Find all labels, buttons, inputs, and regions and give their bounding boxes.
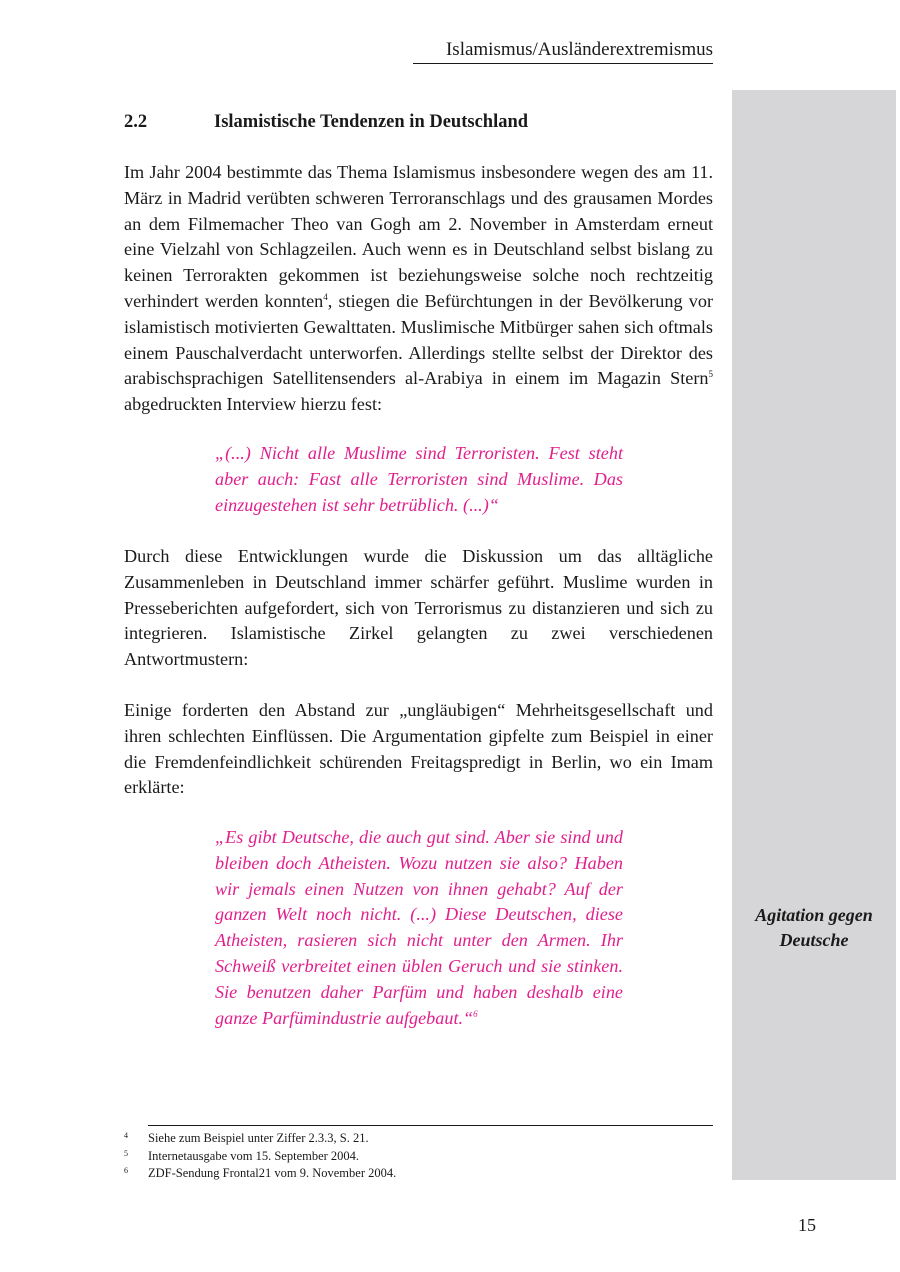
- page-number: 15: [798, 1215, 816, 1235]
- footnote-ref-5: 5: [708, 369, 713, 380]
- footnote-number: 6: [124, 1166, 128, 1175]
- paragraph-1: [124, 160, 713, 418]
- footnotes: [124, 1130, 713, 1183]
- paragraph-2: Durch diese Entwicklungen wurde die Diskussion um das alltägliche Zusammenleben in Deutschland immer schärfer geführt. Muslime wurden in Presseberichten aufgefordert, sich von Terrorismus zu distanzieren und sich zu integrieren. Islamistische Zirkel gelangten zu zwei verschiedenen Antwortmustern:: [124, 546, 713, 670]
- footnote-ref-6: 6: [473, 1008, 478, 1019]
- quote-1: „(...) Nicht alle Muslime sind Terroristen. Fest steht aber auch: Fast alle Terroristen sind Muslime. Das einzugestehen ist sehr betrüblich. (...)“: [215, 443, 623, 515]
- quote-2: [215, 825, 623, 1031]
- footnote-ref-4: 4: [323, 291, 328, 302]
- footnote-item: [124, 1165, 713, 1183]
- paragraph-3: Einige forderten den Abstand zur „ungläubigen“ Mehrheitsgesellschaft und ihren schlechten Einflüssen. Die Argumentation gipfelte zum Beispiel in einer die Fremdenfeindlichkeit schürenden Freitagspredigt in Berlin, wo ein Imam erklärte:: [124, 700, 713, 798]
- section-heading: [124, 110, 528, 134]
- section-number: 2.2: [124, 112, 148, 132]
- footnote-text: Siehe zum Beispiel unter Ziffer 2.3.3, S. 21.: [148, 1131, 369, 1145]
- paragraph-1-text-a: Im Jahr 2004 bestimmte das Thema Islamismus insbesondere wegen des am 11. März in Madrid verübten schweren Terroranschlags und des grausamen Mordes an dem Filmemacher Theo van Gogh am 2. November in Amsterdam erneut eine Vielzahl von Schlagzeilen. Auch wenn es in Deutschland selbst bislang zu keinen Terrorakten gekommen ist beziehungsweise solche noch rechtzeitig verhindert werden konnten: [124, 162, 713, 311]
- margin-sidebar: [732, 90, 896, 1180]
- footnote-number: 5: [124, 1148, 128, 1158]
- section-title: Islamistische Tendenzen in Deutschland: [214, 112, 529, 132]
- footnote-number: 4: [124, 1131, 128, 1140]
- footnote-text: Internetausgabe vom 15. September 2004.: [148, 1148, 360, 1163]
- running-head: Islamismus/Ausländerextremismus: [413, 38, 713, 64]
- paragraph-1-text-b: , stiegen die Befürchtungen in der Bevölkerung vor islamistisch motivierten Gewalttaten. Muslimische Mitbürger sahen sich oftmals einem Pauschalverdacht unterworfen. Allerdings stellte selbst der Direktor des arabischsprachigen Satellitensenders al-Arabiya in einem im Magazin Stern: [124, 290, 714, 389]
- footnote-text: ZDF-Sendung Frontal21 vom 9. November 2004.: [148, 1166, 397, 1180]
- paragraph-1-text-c: abgedruckten Interview hierzu fest:: [124, 394, 383, 415]
- margin-note: Agitation gegen Deutsche: [755, 905, 873, 950]
- quote-2-text: „Es gibt Deutsche, die auch gut sind. Aber sie sind und bleiben doch Atheisten. Wozu nutzen sie also? Haben wir jemals einen Nutzen von ihnen gehabt? Auf der ganzen Welt noch nicht. (...) Diese Deutschen, diese Atheisten, rasieren sich nicht unter den Armen. Ihr Schweiß verbreitet einen üblen Geruch und sie stinken. Sie benutzen daher Parfüm und haben deshalb eine ganze Parfümindustrie aufgebaut.“: [215, 827, 623, 1028]
- footnote-divider: [148, 1125, 713, 1126]
- footnote-item: [124, 1130, 713, 1148]
- footnote-item: [124, 1148, 713, 1166]
